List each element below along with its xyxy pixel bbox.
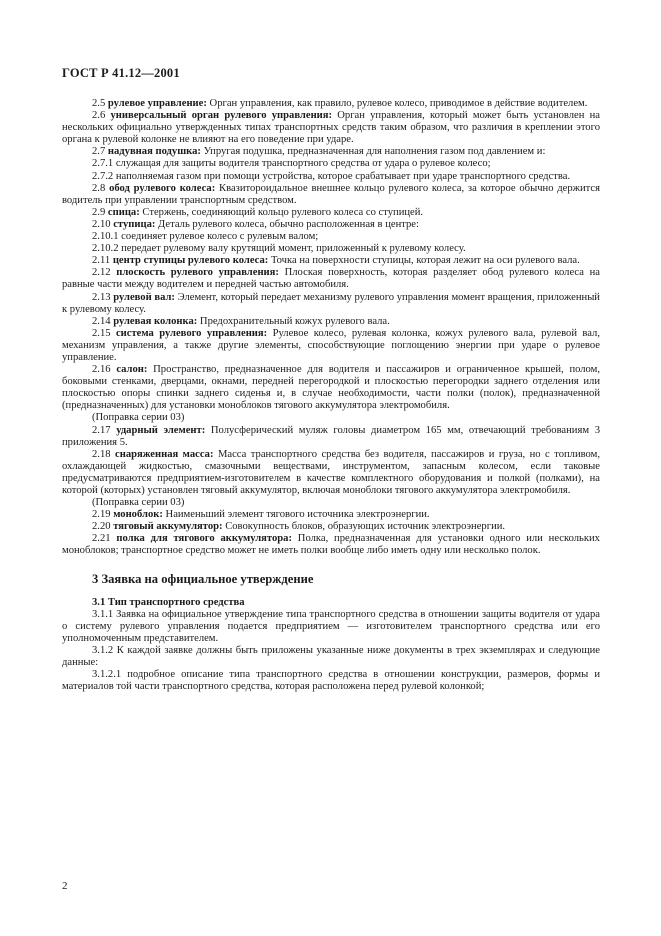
- definition-paragraph: [62, 316, 600, 328]
- definition-paragraph: [62, 364, 600, 412]
- definition-text: Стержень, соединяющий кольцо рулевого колеса со ступицей.: [139, 206, 424, 218]
- paragraph-number: 2.8: [92, 182, 106, 194]
- definition-text: Деталь рулевого колеса, обычно расположенная в центре:: [155, 218, 419, 230]
- paragraph-number: 2.17: [92, 424, 111, 436]
- defined-term: плоскость рулевого управления:: [116, 267, 279, 279]
- definition-text: Пространство, предназначенное для водителя и пассажиров и ограниченное крышей, полом, боковыми стенками, дверцами, окнами, передней перегородкой и плоскостью перегородки заднего отделения или плоскостью опоры спинки заднего сиденья и, в случае необходимости, части полки (полок), предназначенной (предназначенных) для установки моноблоков тягового аккумулятора электромобиля.: [62, 364, 601, 412]
- definition-paragraph: [62, 219, 600, 231]
- paragraph-number: 2.15: [92, 327, 111, 339]
- paragraph-number: 2.11: [92, 255, 111, 267]
- defined-term: спица:: [107, 206, 140, 218]
- definition-paragraph: [62, 255, 600, 267]
- paragraph-3-1-2: 3.1.2 К каждой заявке должны быть приложены указанные ниже документы в трех экземплярах и следующие данные:: [62, 644, 600, 669]
- definition-text: Совокупность блоков, образующих источник электроэнергии.: [222, 521, 506, 533]
- defined-term: обод рулевого колеса:: [109, 182, 216, 194]
- paragraph-number: 2.7.2: [92, 170, 114, 182]
- definition-text: Полусферический муляж головы диаметром 165 мм, отвечающий требованиям 3 приложения 5.: [62, 424, 600, 448]
- definition-paragraph: [62, 231, 600, 243]
- definition-text: Предохранительный кожух рулевого вала.: [197, 315, 390, 327]
- definition-text: Орган управления, как правило, рулевое колесо, приводимое в действие водителем.: [206, 98, 588, 109]
- paragraph-number: 2.6: [92, 110, 106, 122]
- definition-text: Наименьший элемент тягового источника электроэнергии.: [162, 509, 430, 521]
- definition-paragraph: [62, 292, 600, 316]
- defined-term: рулевая колонка:: [113, 315, 198, 327]
- definition-paragraph: [62, 183, 600, 207]
- definition-text: Полка, предназначенная для установки одного или нескольких моноблоков; транспортное средство может не иметь полки вообще либо иметь одну или несколько полок.: [62, 533, 600, 557]
- paragraph-number: 2.7: [92, 146, 106, 158]
- definition-text: Рулевое колесо, рулевая колонка, кожух рулевого вала, рулевой вал, механизм управления, а также другие элементы, способствующие поглощению энергии при ударе о рулевое управление.: [62, 327, 600, 363]
- defined-term: универсальный орган рулевого управления:: [110, 110, 333, 122]
- defined-term: система рулевого управления:: [115, 327, 268, 339]
- definition-paragraph: [62, 207, 600, 219]
- definition-paragraph: [62, 158, 600, 170]
- definition-text: (Поправка серии 03): [92, 497, 185, 509]
- defined-term: рулевое управление:: [107, 98, 207, 109]
- definition-paragraph: [62, 328, 600, 364]
- paragraph-number: 2.18: [92, 448, 111, 460]
- defined-term: салон:: [116, 364, 148, 376]
- definition-text: Масса транспортного средства без водителя, пассажиров и груза, но с топливом, охлаждающей жидкостью, смазочными веществами, инструментом, запасным колесом, если таковые предусматриваются предприятием-изготовителем в качестве комплектного оборудования и полкой (полками), на которой (которых) установлен тяговый аккумулятор, включая моноблоки тягового аккумулятора электромобиля.: [62, 448, 600, 496]
- document-code-header: ГОСТ Р 41.12—2001: [62, 66, 180, 80]
- defined-term: снаряженная масса:: [115, 448, 214, 460]
- definition-text: Орган управления, который может быть установлен на нескольких официально утвержденных типах транспортных средств таким образом, что различия в креплении этого органа к рулевой колонке не влияют на его поведение при ударе.: [62, 110, 600, 146]
- defined-term: полка для тягового аккумулятора:: [116, 533, 292, 545]
- section-3-title: 3 Заявка на официальное утверждение: [92, 571, 314, 586]
- definition-text: (Поправка серии 03): [92, 412, 185, 424]
- paragraph-number: 2.19: [92, 509, 111, 521]
- paragraph-number: 2.10.1: [92, 231, 119, 243]
- definition-text: Квазиторoидальное внешнее кольцо рулевого колеса, за которое обычно держится водитель при управлении транспортным средством.: [62, 182, 601, 206]
- defined-term: надувная подушка:: [107, 146, 201, 158]
- definition-text: наполняемая газом при помощи устройства, которое срабатывает при ударе транспортного средства.: [115, 170, 571, 182]
- defined-term: рулевой вал:: [113, 291, 175, 303]
- paragraph-number: 2.10.2: [92, 243, 119, 255]
- definition-text: соединяет рулевое колесо с рулевым валом;: [121, 231, 319, 243]
- definition-paragraph: [62, 412, 600, 424]
- paragraph-number: 2.14: [92, 315, 111, 327]
- definition-paragraph: [62, 509, 600, 521]
- definition-paragraph: [62, 110, 600, 146]
- defined-term: ударный элемент:: [116, 424, 206, 436]
- paragraph-3-1-1: 3.1.1 Заявка на официальное утверждение типа транспортного средства в отношении защиты водителя от удара о систему рулевого управления подается предприятием — изготовителем транспортного средства или его уполномоченным представителем.: [62, 608, 600, 644]
- definition-paragraph: [62, 425, 600, 449]
- definition-paragraph: [62, 243, 600, 255]
- definition-paragraph: [62, 521, 600, 533]
- paragraph-number: 2.12: [92, 267, 111, 279]
- defined-term: моноблок:: [113, 509, 163, 521]
- paragraph-number: 2.10: [92, 218, 111, 230]
- paragraph-number: 2.21: [92, 533, 111, 545]
- definitions-list: [62, 98, 600, 558]
- paragraph-number: 2.9: [92, 206, 106, 218]
- definition-paragraph: [62, 171, 600, 183]
- definition-text: Упругая подушка, предназначенная для наполнения газом под давлением и:: [200, 146, 546, 158]
- definition-text: Точка на поверхности ступицы, которая лежит на оси рулевого вала.: [268, 255, 580, 267]
- paragraph-number: 2.7.1: [92, 158, 114, 170]
- paragraph-number: 2.5: [92, 98, 106, 109]
- definition-text: передает рулевому валу крутящий момент, приложенный к рулевому колесу.: [121, 243, 466, 255]
- definition-paragraph: [62, 267, 600, 291]
- defined-term: тяговый аккумулятор:: [113, 521, 223, 533]
- definition-text: Элемент, который передает механизму рулевого управления момент вращения, приложенный к рулевому колесу.: [62, 291, 600, 315]
- paragraph-number: 2.16: [92, 364, 111, 376]
- definition-paragraph: [62, 146, 600, 158]
- page-number: 2: [62, 880, 68, 892]
- definition-paragraph: [62, 533, 600, 557]
- section-3-1-subtitle: 3.1 Тип транспортного средства: [92, 596, 245, 608]
- definition-paragraph: [62, 449, 600, 497]
- definition-paragraph: [62, 98, 600, 110]
- definition-paragraph: [62, 497, 600, 509]
- paragraph-3-1-2-1: 3.1.2.1 подробное описание типа транспортного средства в отношении конструкции, размеров, формы и материалов той части транспортного средства, которая расположена перед рулевой колонкой;: [62, 669, 600, 693]
- defined-term: центр ступицы рулевого колеса:: [112, 255, 269, 267]
- document-body: [62, 98, 600, 693]
- paragraph-number: 2.20: [92, 521, 111, 533]
- definition-text: служащая для защиты водителя транспортного средства от удара о рулевое колесо;: [115, 158, 491, 170]
- definition-text: Плоская поверхность, которая разделяет обод рулевого колеса на равные части между водителем и передней частью автомобиля.: [62, 267, 600, 291]
- defined-term: ступица:: [113, 218, 156, 230]
- paragraph-number: 2.13: [92, 291, 111, 303]
